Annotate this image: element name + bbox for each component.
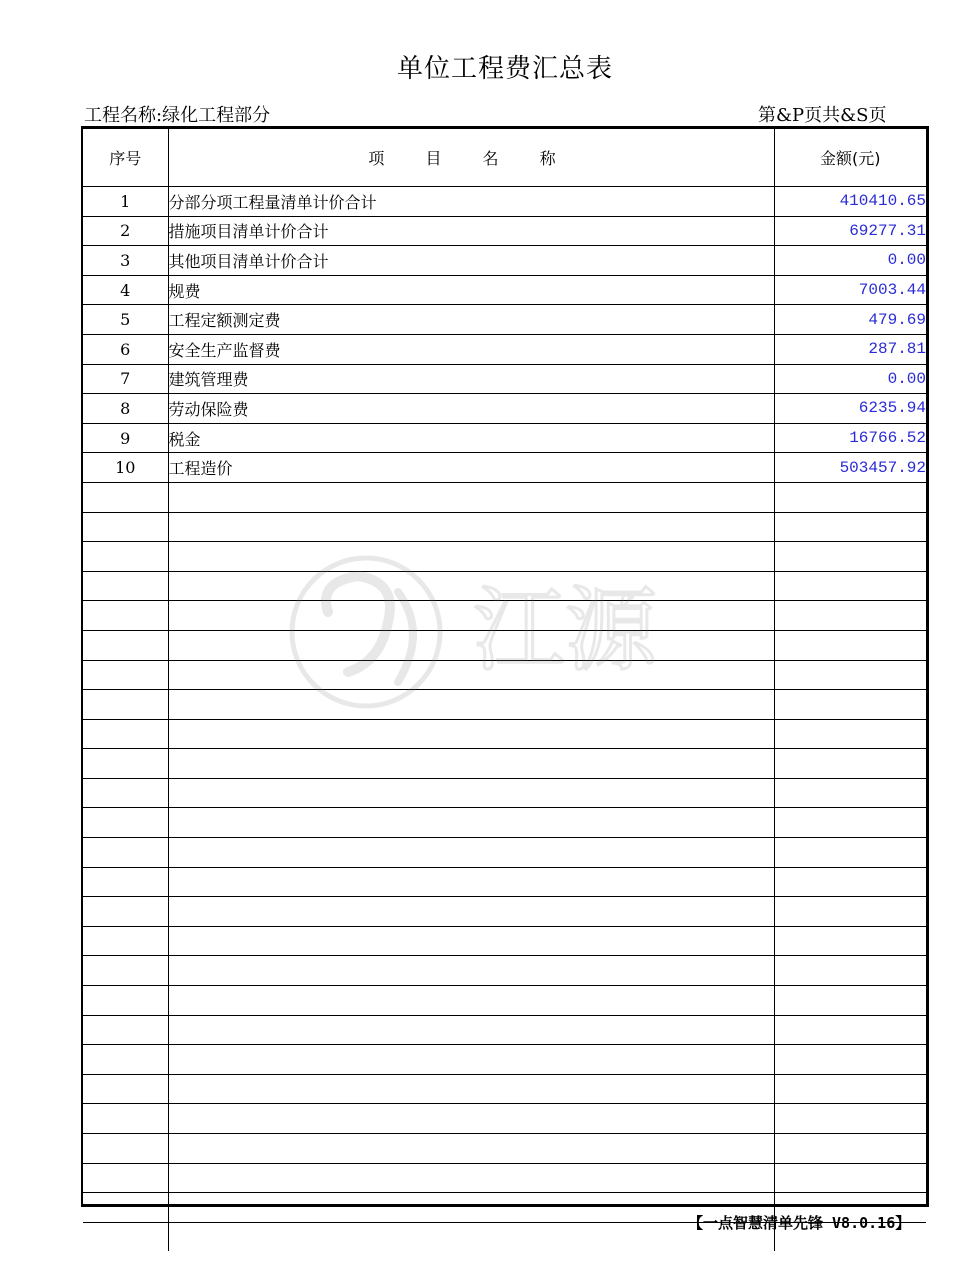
cell-item-name [168,897,774,927]
cell-amount [774,660,926,690]
cell-amount [774,1015,926,1045]
cell-item-name [168,512,774,542]
cell-serial-number: 6 [83,334,168,364]
cell-amount [774,1134,926,1164]
cell-amount [774,926,926,956]
cell-amount [774,808,926,838]
table-row [83,187,926,217]
cell-item-name [168,1104,774,1134]
table-row-empty [83,690,926,720]
cell-item-name [168,1074,774,1104]
cell-serial-number: 1 [83,187,168,217]
cell-serial-number [83,630,168,660]
cell-amount: 0.00 [774,246,926,276]
table-row-empty [83,749,926,779]
table-row-empty [83,1045,926,1075]
table-row-empty [83,838,926,868]
cell-serial-number: 9 [83,423,168,453]
cell-amount [774,867,926,897]
table-row [83,305,926,335]
table-row-empty [83,808,926,838]
cell-amount [774,956,926,986]
table-row-empty [83,1074,926,1104]
cell-serial-number [83,1222,168,1251]
cell-amount: 479.69 [774,305,926,335]
table-row [83,453,926,483]
table-row [83,394,926,424]
cell-item-name [168,630,774,660]
cell-serial-number [83,1074,168,1104]
cell-serial-number [83,778,168,808]
cell-serial-number [83,1163,168,1193]
table-row [83,246,926,276]
cell-amount [774,897,926,927]
cell-amount: 0.00 [774,364,926,394]
cell-amount [774,542,926,572]
table-row-empty [83,630,926,660]
cell-amount [774,1163,926,1193]
cell-amount: 410410.65 [774,187,926,217]
cell-serial-number [83,690,168,720]
svg-text:江源: 江源 [473,577,658,684]
cell-item-name [168,1222,774,1251]
cell-item-name: 安全生产监督费 [168,334,774,364]
cell-amount: 503457.92 [774,453,926,483]
cell-amount [774,630,926,660]
cell-amount [774,512,926,542]
table-row [83,364,926,394]
cell-serial-number: 8 [83,394,168,424]
cell-serial-number [83,719,168,749]
cell-serial-number [83,1193,168,1223]
cell-serial-number [83,986,168,1016]
cell-amount [774,571,926,601]
cell-item-name [168,690,774,720]
cell-serial-number [83,897,168,927]
cell-amount [774,719,926,749]
table-row-empty [83,956,926,986]
table-row [83,275,926,305]
header-serial-number: 序号 [83,129,168,187]
cell-item-name [168,660,774,690]
table-row-empty [83,482,926,512]
header-amount: 金额(元) [774,129,926,187]
cell-amount [774,1104,926,1134]
cell-item-name [168,1015,774,1045]
cell-amount [774,1074,926,1104]
table-row-empty [83,1134,926,1164]
cell-amount [774,838,926,868]
table-row-empty [83,719,926,749]
table-row-empty [83,512,926,542]
cell-item-name [168,808,774,838]
cell-serial-number [83,1104,168,1134]
table-row-empty [83,601,926,631]
header-item-name: 项 目 名 称 [168,129,774,187]
software-version-footer: 【一点智慧清单先锋 V8.0.16】 [688,1214,911,1232]
table-row-empty [83,660,926,690]
cell-amount [774,749,926,779]
project-name: 工程名称:绿化工程部分 [84,105,271,126]
cell-item-name: 建筑管理费 [168,364,774,394]
summary-table-frame [81,126,929,1207]
table-row-empty [83,986,926,1016]
cell-amount: 7003.44 [774,275,926,305]
cell-serial-number [83,512,168,542]
cell-serial-number: 3 [83,246,168,276]
table-body [83,187,926,1252]
cell-amount [774,1045,926,1075]
cell-serial-number [83,926,168,956]
table-row-empty [83,867,926,897]
cell-serial-number: 4 [83,275,168,305]
cell-serial-number [83,571,168,601]
cell-item-name [168,719,774,749]
cell-amount [774,986,926,1016]
cell-item-name: 其他项目清单计价合计 [168,246,774,276]
cell-item-name [168,482,774,512]
cell-item-name [168,1193,774,1223]
cell-amount: 287.81 [774,334,926,364]
cell-serial-number: 7 [83,364,168,394]
cell-item-name: 规费 [168,275,774,305]
table-row-empty [83,1015,926,1045]
cell-amount: 16766.52 [774,423,926,453]
cell-item-name [168,571,774,601]
cell-serial-number [83,749,168,779]
cell-amount: 69277.31 [774,216,926,246]
table-header-row [83,129,926,187]
cell-serial-number [83,838,168,868]
cell-item-name [168,749,774,779]
table-row-empty [83,778,926,808]
cell-serial-number [83,601,168,631]
cell-serial-number [83,1045,168,1075]
table-row [83,334,926,364]
cell-item-name: 分部分项工程量清单计价合计 [168,187,774,217]
cell-serial-number [83,660,168,690]
cell-serial-number [83,1134,168,1164]
page-number-info: 第&P页共&S页 [758,105,887,126]
table-row [83,423,926,453]
cell-item-name: 措施项目清单计价合计 [168,216,774,246]
cell-amount [774,482,926,512]
cell-item-name: 工程造价 [168,453,774,483]
cell-serial-number [83,1015,168,1045]
cell-serial-number: 2 [83,216,168,246]
cell-serial-number: 5 [83,305,168,335]
cell-item-name [168,778,774,808]
cell-amount [774,601,926,631]
cell-item-name [168,926,774,956]
cell-item-name: 税金 [168,423,774,453]
page-title: 单位工程费汇总表 [396,54,613,84]
cell-serial-number [83,956,168,986]
table-row-empty [83,897,926,927]
cell-amount: 6235.94 [774,394,926,424]
cell-item-name [168,956,774,986]
cell-serial-number [83,867,168,897]
cell-item-name [168,986,774,1016]
cost-summary-table [83,129,926,1251]
cell-serial-number [83,482,168,512]
table-row-empty [83,571,926,601]
cell-serial-number [83,808,168,838]
table-row [83,216,926,246]
cell-serial-number: 10 [83,453,168,483]
cell-item-name [168,1134,774,1164]
cell-item-name: 工程定额测定费 [168,305,774,335]
table-row-empty [83,1163,926,1193]
table-row-empty [83,1104,926,1134]
cell-serial-number [83,542,168,572]
cell-item-name [168,601,774,631]
cell-item-name [168,542,774,572]
cell-amount [774,690,926,720]
cell-item-name [168,1163,774,1193]
table-row-empty [83,926,926,956]
table-row-empty [83,542,926,572]
cell-item-name [168,867,774,897]
cell-amount [774,778,926,808]
cell-item-name: 劳动保险费 [168,394,774,424]
cell-item-name [168,1045,774,1075]
cell-item-name [168,838,774,868]
